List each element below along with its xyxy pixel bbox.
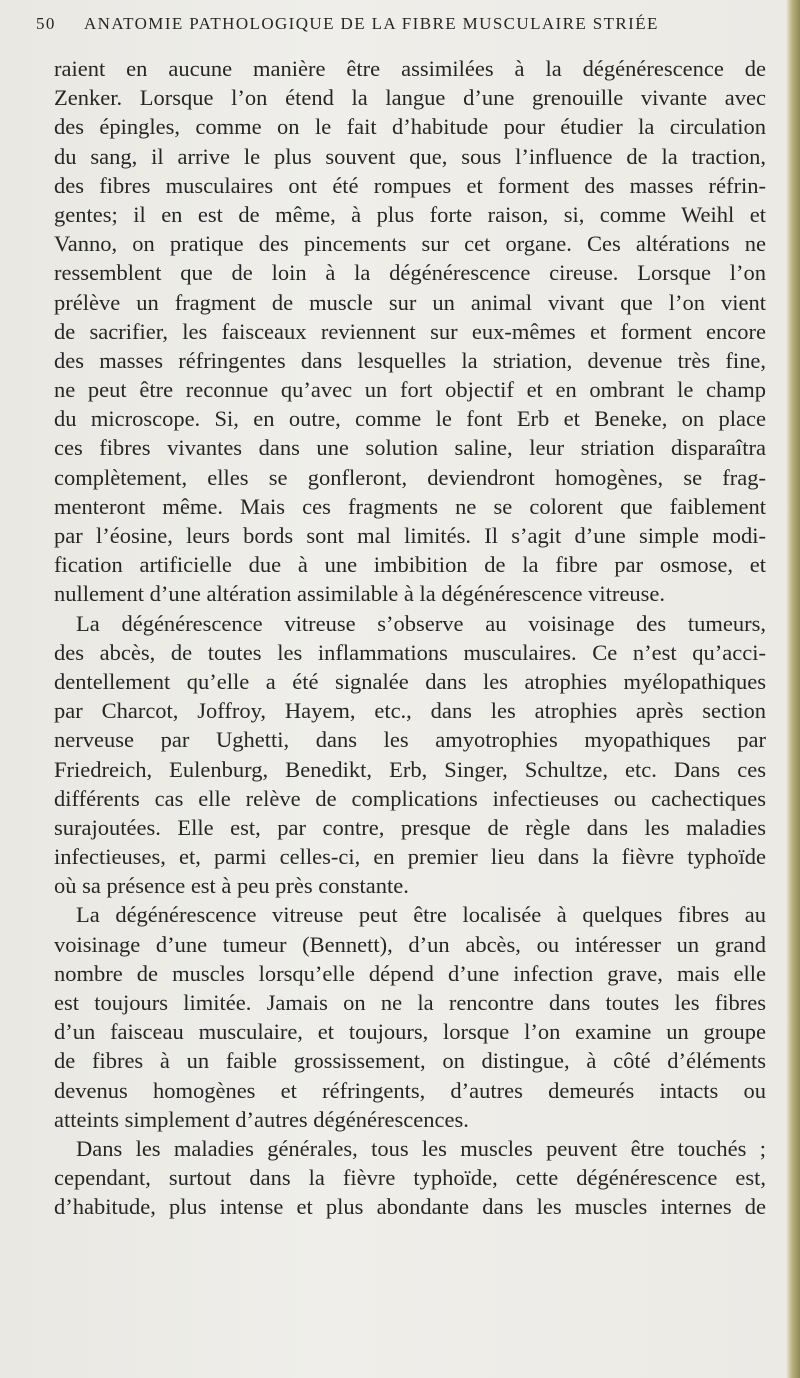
page-header: [36, 14, 766, 36]
page-edge: [786, 0, 800, 1378]
paragraph-start-line: La dégénérescence vitreuse peut être localisée à quelques fibres au: [76, 902, 766, 928]
text-line: ces fibres vivantes dans une solution saline, leur striation disparaîtra: [54, 435, 766, 461]
text-line: différents cas elle relève de complications infectieuses ou cachectiques: [54, 785, 766, 811]
text-line: est toujours limitée. Jamais on ne la rencontre dans toutes les fibres: [54, 990, 766, 1015]
text-line: atteints simplement d’autres dégénérescences.: [54, 1106, 469, 1132]
page-number: 50: [36, 14, 56, 33]
text-line: ne peut être reconnue qu’avec un fort objectif et en ombrant le champ: [54, 377, 766, 403]
text-line: infectieuses, et, parmi celles-ci, en premier lieu dans la fièvre typhoïde: [54, 844, 766, 870]
text-line: Zenker. Lorsque l’on étend la langue d’une grenouille vivante avec: [54, 85, 766, 111]
text-line: par l’éosine, leurs bords sont mal limités. Il s’agit d’une simple modi-: [54, 523, 766, 548]
text-line: surajoutées. Elle est, par contre, presque de règle dans les maladies: [54, 814, 766, 840]
text-line: nombre de muscles lorsqu’elle dépend d’une infection grave, mais elle: [54, 960, 766, 986]
paragraph-start-line: La dégénérescence vitreuse s’observe au voisinage des tumeurs,: [76, 610, 766, 636]
text-line: du sang, il arrive le plus souvent que, sous l’influence de la traction,: [54, 143, 766, 169]
text-line: Vanno, on pratique des pincements sur cet organe. Ces altérations ne: [54, 231, 766, 257]
text-line: nullement d’une altération assimilable à la dégénérescence vitreuse.: [54, 581, 665, 607]
text-line: Friedreich, Eulenburg, Benedikt, Erb, Singer, Schultze, etc. Dans ces: [54, 756, 766, 782]
text-line: par Charcot, Joffroy, Hayem, etc., dans les atrophies après section: [54, 698, 766, 724]
text-line: complètement, elles se gonfleront, deviendront homogènes, se frag-: [54, 464, 766, 490]
text-line: fication artificielle due à une imbibition de la fibre par osmose, et: [54, 552, 766, 578]
text-line: dentellement qu’elle a été signalée dans les atrophies myélopathiques: [54, 668, 766, 694]
text-line: des masses réfringentes dans lesquelles la striation, devenue très fine,: [54, 347, 766, 373]
text-line: d’un faisceau musculaire, et toujours, lorsque l’on examine un groupe: [54, 1019, 766, 1045]
paragraph-start-line: Dans les maladies générales, tous les muscles peuvent être touchés ;: [76, 1135, 766, 1161]
text-line: des épingles, comme on le fait d’habitude pour étudier la circulation: [54, 114, 766, 140]
text-line: des abcès, de toutes les inflammations musculaires. Ce n’est qu’acci-: [54, 639, 766, 665]
text-line: raient en aucune manière être assimilées à la dégénérescence de: [54, 56, 766, 81]
text-line: devenus homogènes et réfringents, d’autres demeurés intacts ou: [54, 1077, 766, 1103]
text-line: d’habitude, plus intense et plus abondante dans les muscles internes de: [54, 1194, 766, 1220]
text-line: voisinage d’une tumeur (Bennett), d’un abcès, ou intéresser un grand: [54, 931, 766, 957]
text-line: des fibres musculaires ont été rompues et forment des masses réfrin-: [54, 172, 766, 198]
text-line: où sa présence est à peu près constante.: [54, 873, 409, 899]
text-line: du microscope. Si, en outre, comme le font Erb et Beneke, on place: [54, 406, 766, 432]
text-line: prélève un fragment de muscle sur un animal vivant que l’on vient: [54, 289, 766, 315]
running-title: ANATOMIE PATHOLOGIQUE DE LA FIBRE MUSCULAIRE STRIÉE: [84, 14, 659, 33]
text-line: nerveuse par Ughetti, dans les amyotrophies myopathiques par: [54, 727, 766, 753]
text-line: de sacrifier, les faisceaux reviennent sur eux-mêmes et forment encore: [54, 318, 766, 344]
text-line: menteront même. Mais ces fragments ne se colorent que faiblement: [54, 493, 766, 519]
text-line: de fibres à un faible grossissement, on distingue, à côté d’éléments: [54, 1048, 766, 1074]
text-line: cependant, surtout dans la fièvre typhoïde, cette dégénérescence est,: [54, 1165, 766, 1191]
text-line: ressemblent que de loin à la dégénérescence cireuse. Lorsque l’on: [54, 260, 766, 286]
body-text: [54, 54, 766, 1222]
text-line: gentes; il en est de même, à plus forte raison, si, comme Weihl et: [54, 201, 766, 227]
